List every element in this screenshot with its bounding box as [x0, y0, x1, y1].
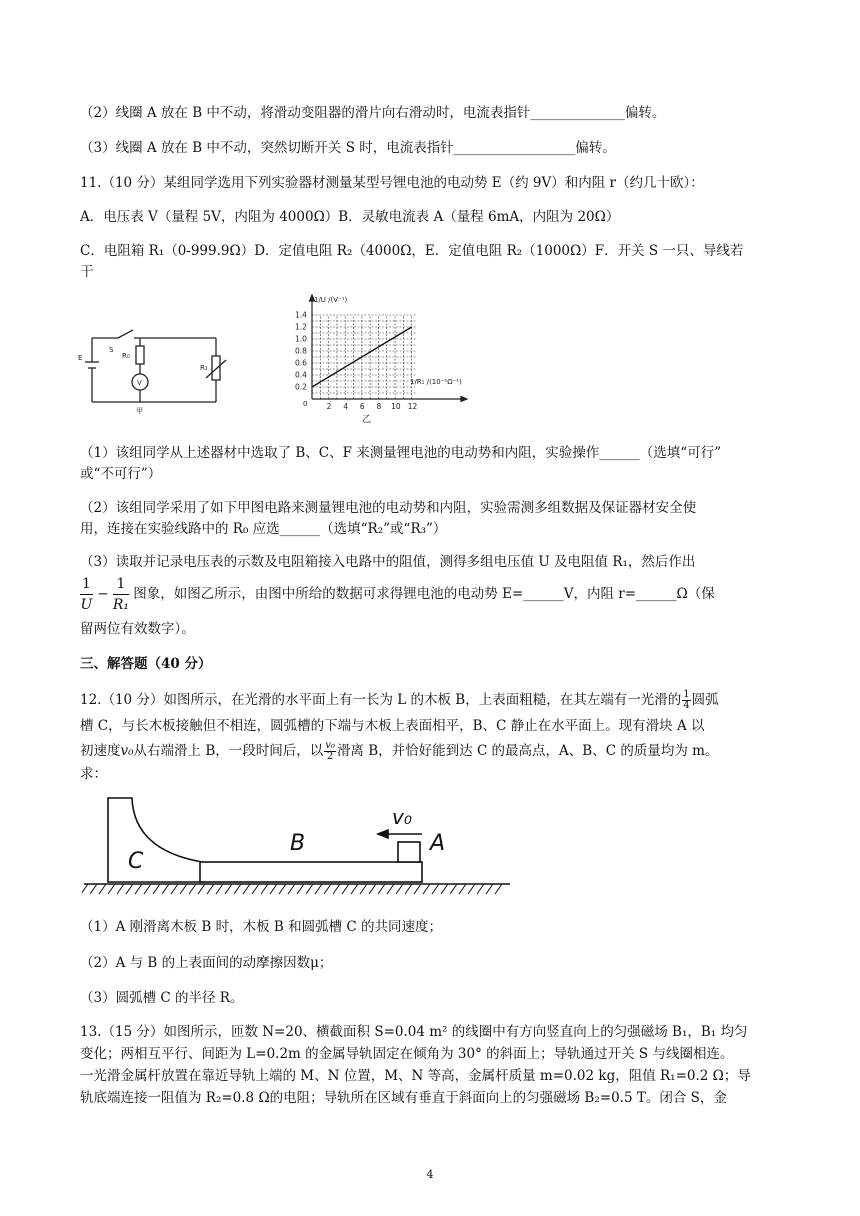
chart-y-tick-label: 1.0: [295, 334, 307, 344]
q12-line2: 槽 C，与长木板接触但不相连，圆弧槽的下端与木板上表面相平，B、C 静止在水平面上。现有滑块 A 以: [80, 718, 705, 734]
ground-hatch: [252, 884, 259, 894]
chart-y-tick-label: 0.6: [295, 358, 307, 368]
chart-x-axis-arrow: [461, 397, 467, 402]
v0-symbol: v₀: [120, 743, 134, 759]
q13-line3: 一光滑金属杆放置在靠近导轨上端的 M、N 位置，M、N 等高，金属杆质量 m=0.02 kg，阻值 R₁=0.2 Ω；导: [80, 1068, 751, 1084]
q10-part3: （3）线圈 A 放在 B 中不动，突然切断开关 S 时，电流表指针__________________偏转。: [80, 140, 616, 156]
ground-hatch: [495, 884, 502, 894]
ground-hatch: [315, 884, 322, 894]
q10-part2: （2）线圈 A 放在 B 中不动，将滑动变阻器的滑片向右滑动时，电流表指针______________偏转。: [80, 105, 666, 121]
ground-hatch: [441, 884, 448, 894]
ground-hatch: [288, 884, 295, 894]
ground-hatch: [162, 884, 169, 894]
board-b-label: B: [290, 831, 306, 856]
chart-x-axis-label: 1/R₁ /(10⁻²Ω⁻¹): [410, 378, 462, 386]
q12-sub2: （2）A 与 B 的上表面间的动摩擦因数μ；: [80, 955, 333, 971]
ground-hatch: [306, 884, 313, 894]
chart-y-tick-label: 0.8: [295, 346, 307, 356]
q12-line4: 求：: [80, 766, 107, 782]
chart-y-tick-label: 0.4: [295, 370, 307, 380]
chart-y-tick-label: 1.4: [295, 310, 307, 320]
ground-hatch: [144, 884, 151, 894]
ground-hatch: [189, 884, 196, 894]
ground-hatch: [207, 884, 214, 894]
q11-part3-line1: （3）读取并记录电压表的示数及电阻箱接入电路中的阻值，测得多组电压值 U 及电阻值 R₁，然后作出: [80, 554, 696, 570]
ground-hatch: [180, 884, 187, 894]
ground-hatch: [171, 884, 178, 894]
ground-hatch: [369, 884, 376, 894]
ground-hatch: [243, 884, 250, 894]
q11-options-line1: A．电压表 V（量程 5V，内阻为 4000Ω）B．灵敏电流表 A（量程 6mA，内阻为 20Ω）: [80, 209, 620, 225]
ground-hatch: [477, 884, 484, 894]
frac-quarter: $\frac{1}{4}$: [683, 689, 690, 711]
ground-hatch: [333, 884, 340, 894]
ground-hatch: [108, 884, 115, 894]
chart-x-tick-label: 4: [343, 402, 349, 411]
circuit-diagram-jia: [78, 322, 228, 414]
ground-hatch: [342, 884, 349, 894]
ground-hatch: [324, 884, 331, 894]
chart-y-axis-label: 1/U /(V⁻¹): [314, 296, 348, 304]
q11-part3-line2: $\frac{1}{U}$ − $\frac{1}{\text{R₁}}$ 图象，如图乙所示，由图中所给的数据可求得锂电池的电动势 E=______V，内阻 r=______Ω（保: [80, 576, 715, 613]
ground-hatch: [432, 884, 439, 894]
ground-hatch: [468, 884, 475, 894]
q11-options-line3: 干: [80, 264, 94, 280]
q13-line1: 13.（15 分）如图所示，匝数 N=20、横截面积 S=0.04 m² 的线圈中有方向竖直向上的匀强磁场 B₁，B₁ 均匀: [80, 1024, 748, 1040]
q12-line1: 12.（10 分）如图所示，在光滑的水平面上有一长为 L 的木板 B，上表面粗糙，在其左端有一光滑的 $\frac{1}{4}$ 圆弧: [80, 689, 719, 711]
ground-hatch: [360, 884, 367, 894]
jia-battery-label: E: [78, 354, 83, 362]
jia-caption: 甲: [136, 407, 143, 414]
ground-hatch: [153, 884, 160, 894]
chart-x-tick-label: 10: [391, 402, 401, 411]
ground-hatch: [279, 884, 286, 894]
ground-hatch: [387, 884, 394, 894]
section-heading: 三、解答题（40 分）: [80, 656, 212, 672]
ground-hatch: [135, 884, 142, 894]
q11-stem: 11.（10 分）某组同学选用下列实验器材测量某型号锂电池的电动势 E（约 9V）和内阻 r（约几十欧）：: [80, 175, 704, 191]
ground-hatch: [270, 884, 277, 894]
chart-origin-label: 0: [303, 400, 308, 408]
ground-hatch: [414, 884, 421, 894]
q12-line3: 初速度v₀从右端滑上 B，一段时间后，以 $\frac{\text{v₀}}{2}$ 滑离 B，并恰好能到达 C 的最高点，A、B、C 的质量均为 m。: [80, 740, 719, 762]
frac-one-over-r1: $\frac{1}{\text{R₁}}$: [112, 576, 129, 613]
ground-hatch: [396, 884, 403, 894]
ground-hatch: [198, 884, 205, 894]
q12-sub1: （1）A 刚滑离木板 B 时，木板 B 和圆弧槽 C 的共同速度；: [80, 919, 443, 935]
jia-voltmeter-label: V: [137, 379, 142, 387]
slot-c-label: C: [128, 849, 144, 874]
q12-sub3: （3）圆弧槽 C 的半径 R。: [80, 990, 244, 1006]
jia-switch-label: S: [109, 346, 114, 354]
ground-hatch: [486, 884, 493, 894]
ground-hatch: [261, 884, 268, 894]
ground-hatch: [459, 884, 466, 894]
chart-caption: 乙: [362, 415, 372, 424]
chart-x-tick-label: 12: [407, 402, 418, 411]
q13-line2: 变化；两相互平行、间距为 L=0.2m 的金属导轨固定在倾角为 30° 的斜面上；导轨通过开关 S 与线圈相连。: [80, 1046, 734, 1062]
chart-x-tick-label: 6: [359, 402, 365, 411]
ground-hatch: [225, 884, 232, 894]
chart-x-tick-label: 8: [376, 402, 382, 411]
frac-one-over-u: $\frac{1}{U}$: [80, 576, 93, 613]
q13-line4: 轨底端连接一阻值为 R₂=0.8 Ω的电阻；导轨所在区域有垂直于斜面向上的匀强磁场 B₂=0.5 T。闭合 S，金: [80, 1090, 727, 1106]
q11-part3-line3: 留两位有效数字）。: [80, 621, 195, 637]
ground-hatch: [82, 884, 88, 894]
q11-part1-line1: （1）该组同学从上述器材中选取了 B、C、F 来测量锂电池的电动势和内阻，实验操作______（选填“可行”: [80, 445, 722, 461]
q11-part2-line1: （2）该组同学采用了如下甲图电路来测量锂电池的电动势和内阻，实验需测多组数据及保证器材安全使: [80, 500, 697, 516]
ground-hatch: [90, 884, 97, 894]
ground-hatch: [450, 884, 457, 894]
jia-r0-label: R₀: [122, 352, 130, 360]
ground-hatch: [216, 884, 223, 894]
q11-options-line2: C．电阻箱 R₁（0-999.9Ω）D．定值电阻 R₂（4000Ω，E．定值电阻 R₂（1000Ω）F．开关 S 一只、导线若: [80, 243, 744, 259]
velocity-label: v₀: [392, 805, 412, 829]
q12-diagram: [82, 790, 512, 900]
ground-hatch: [351, 884, 358, 894]
q11-part1-line2: 或“不可行”）: [80, 466, 162, 482]
chart-y-tick-label: 0.2: [295, 382, 307, 392]
ground-hatch: [297, 884, 304, 894]
q11-part3-line2-rest: 图象，如图乙所示，由图中所给的数据可求得锂电池的电动势 E=______V，内阻 r=______Ω（保: [133, 586, 715, 602]
chart-yi: [292, 292, 512, 424]
ground-hatch: [117, 884, 124, 894]
page-number: 4: [426, 1168, 434, 1181]
q11-part2-line2: 用，连接在实验线路中的 R₀ 应选______（选填“R₂”或“R₃”）: [80, 521, 447, 537]
ground-hatch: [423, 884, 430, 894]
frac-v0-over-2: $\frac{\text{v₀}}{2}$: [325, 740, 335, 762]
ground-hatch: [234, 884, 241, 894]
chart-y-tick-label: 1.2: [295, 322, 307, 332]
block-a-label: A: [430, 831, 446, 856]
ground-hatch: [405, 884, 412, 894]
ground-hatch: [126, 884, 133, 894]
chart-x-tick-label: 2: [326, 402, 332, 411]
ground-hatch: [378, 884, 385, 894]
ground-hatch: [99, 884, 106, 894]
jia-r1-label: R₁: [200, 364, 208, 372]
